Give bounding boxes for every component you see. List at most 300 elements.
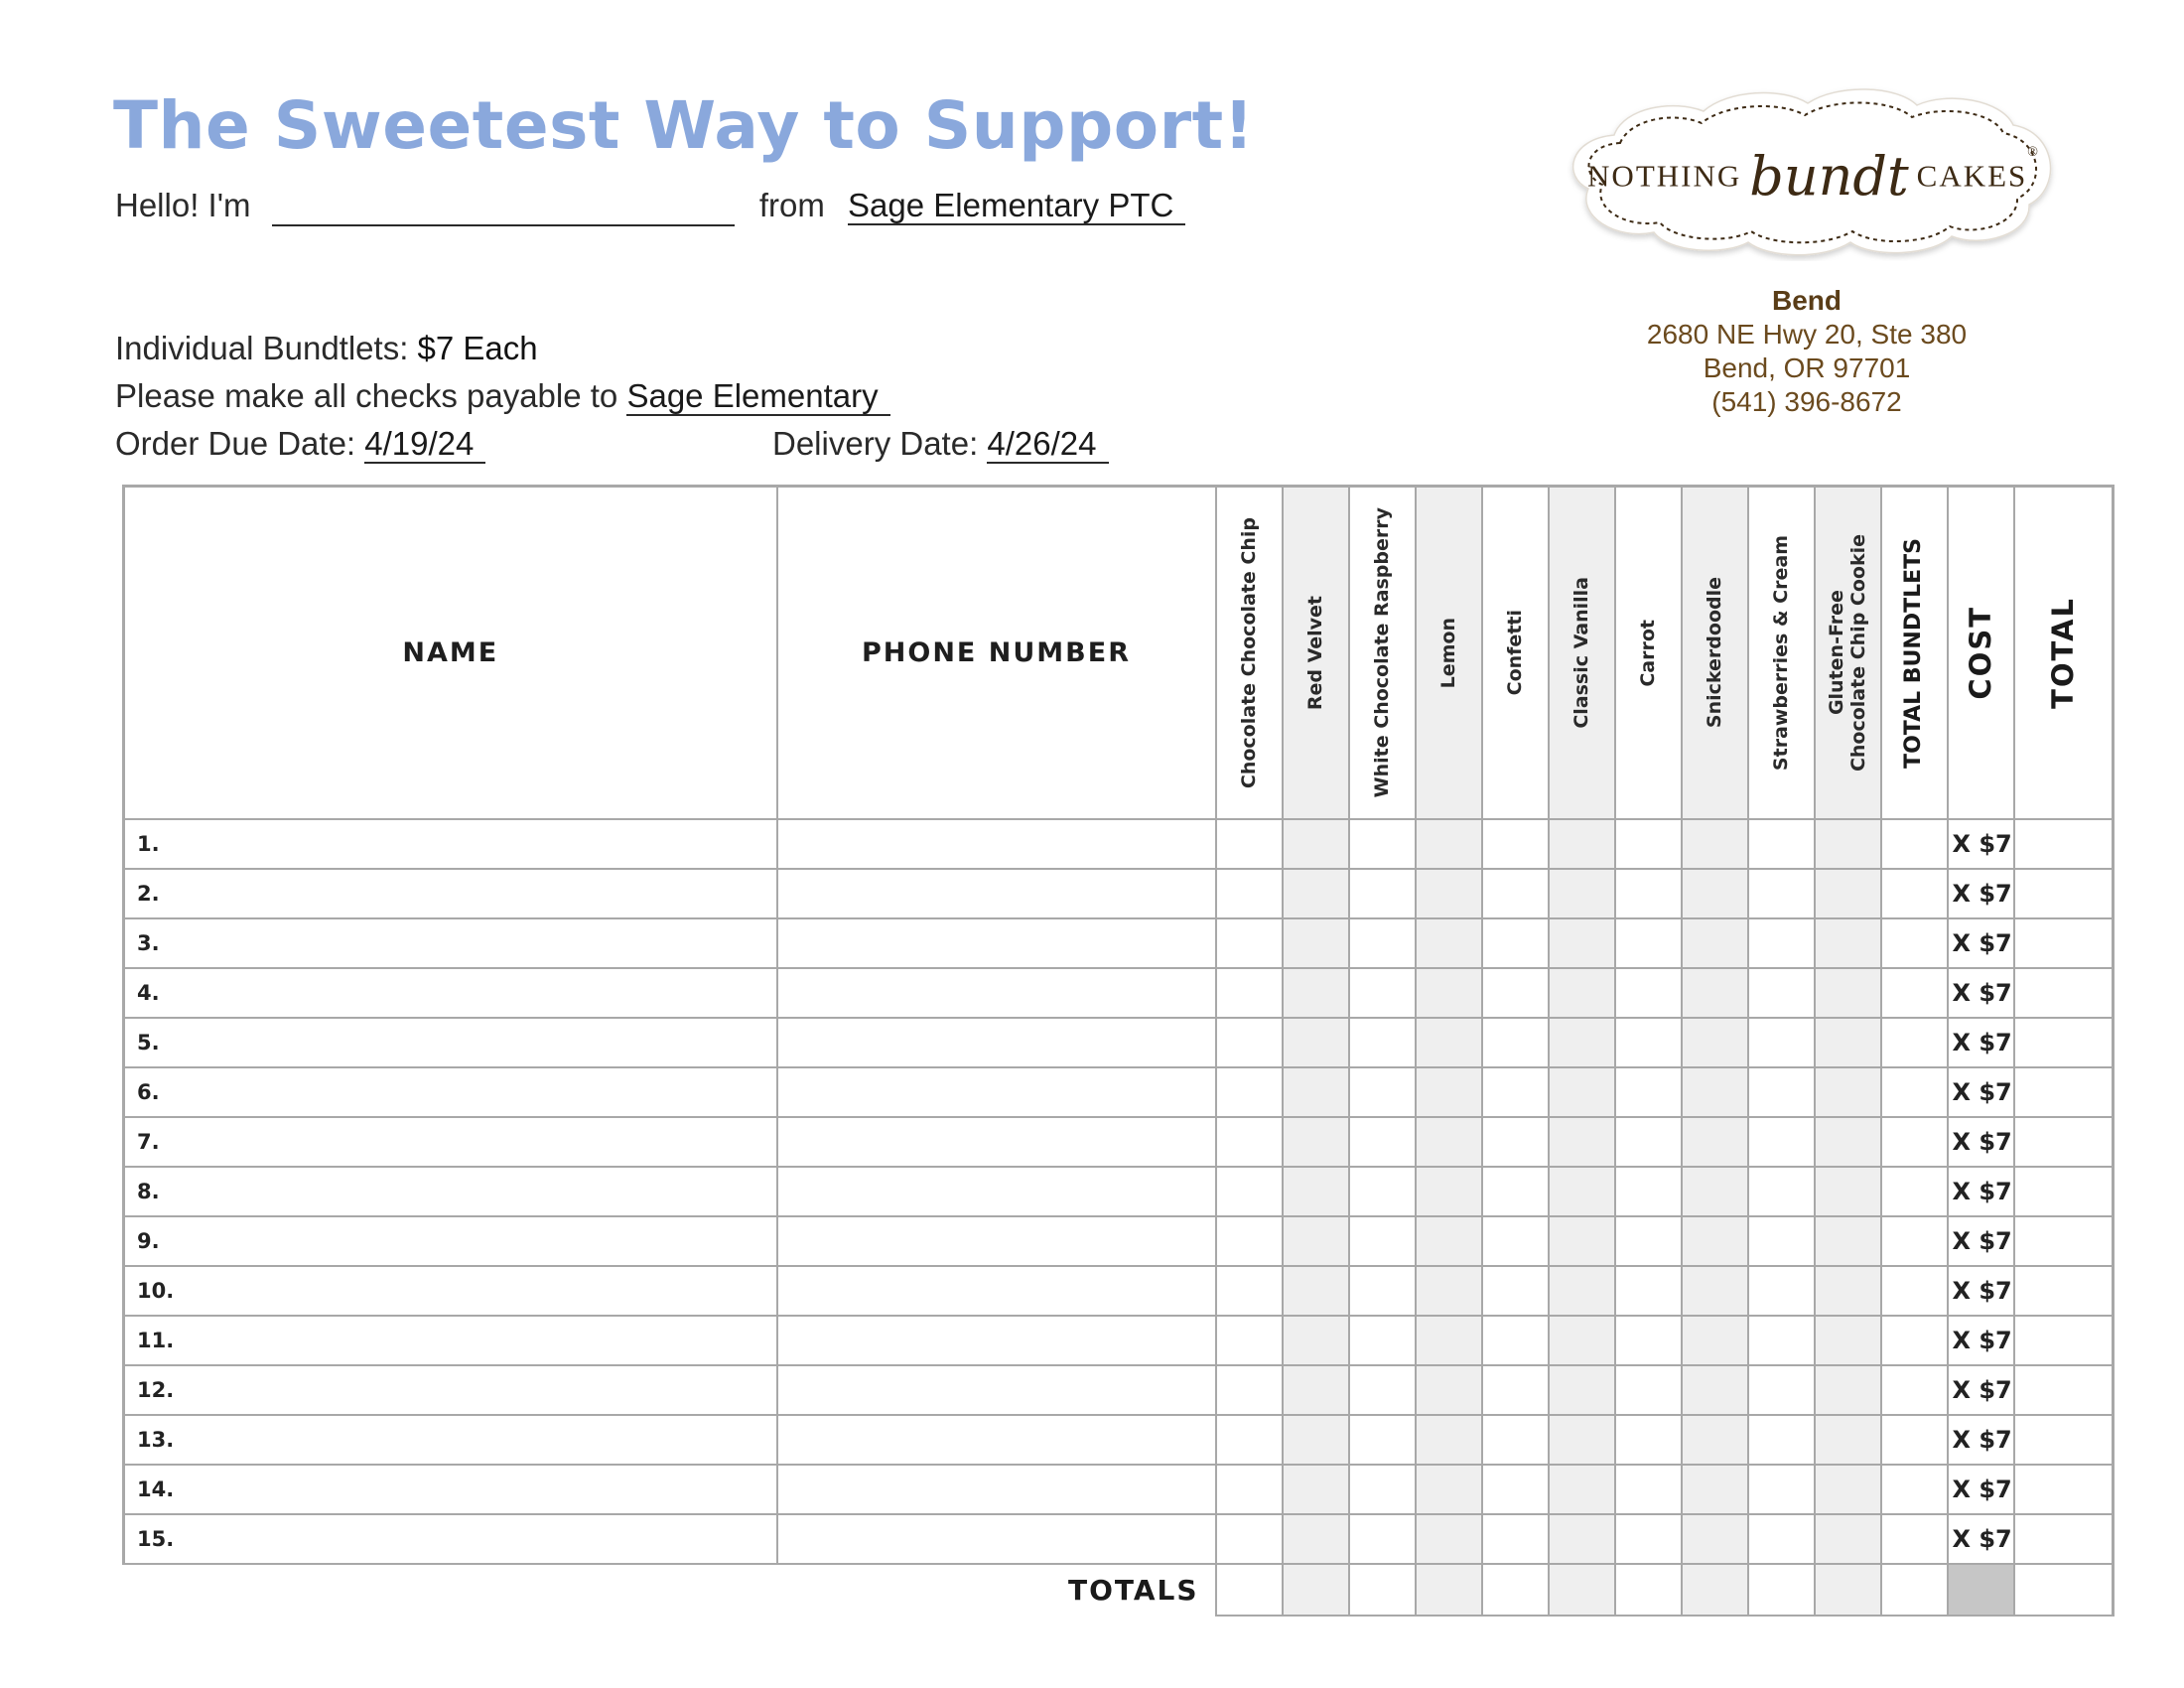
total-bundtlets-column-header-label: TOTAL BUNDTLETS (1901, 537, 1926, 769)
flavor-qty-cell[interactable] (1416, 1514, 1482, 1564)
cost-total-blocked-cell (1948, 1564, 2014, 1616)
flavor-name-line2: Chocolate Chip Cookie (1847, 533, 1869, 773)
flavor-qty-cell[interactable] (1549, 918, 1615, 968)
cost-cell: X $7 (1948, 1365, 2014, 1415)
name-cell[interactable] (124, 1216, 777, 1266)
flavor-qty-cell[interactable] (1482, 1018, 1549, 1067)
flavor-qty-cell[interactable] (1349, 1216, 1416, 1266)
flavor-column-header (1815, 487, 1881, 820)
flavor-header-label (1504, 610, 1526, 695)
total-bundtlets-cell[interactable] (1881, 918, 1948, 968)
flavor-qty-cell[interactable] (1416, 1266, 1482, 1316)
flavor-column-header (1482, 487, 1549, 820)
flavor-qty-cell[interactable] (1482, 869, 1549, 918)
flavor-qty-cell[interactable] (1283, 869, 1349, 918)
flavor-qty-cell[interactable] (1549, 1117, 1615, 1167)
flavor-qty-cell[interactable] (1482, 918, 1549, 968)
flavor-qty-cell[interactable] (1416, 1465, 1482, 1514)
row-number: 15. (137, 1527, 175, 1551)
flavor-name: Confetti (1504, 610, 1526, 696)
flavor-total-cell[interactable] (1615, 1564, 1682, 1616)
row-total-cell[interactable] (2014, 1266, 2114, 1316)
phone-cell[interactable] (777, 1018, 1216, 1067)
flavor-qty-cell[interactable] (1283, 1316, 1349, 1365)
due-date-value: 4/19/24 (364, 425, 485, 464)
row-number: 10. (137, 1279, 175, 1303)
total-bundtlets-cell[interactable] (1881, 1117, 1948, 1167)
flavor-header-label (1826, 534, 1869, 772)
flavor-qty-cell[interactable] (1549, 1266, 1615, 1316)
flavor-qty-cell[interactable] (1682, 1266, 1748, 1316)
total-bundtlets-cell[interactable] (1881, 1216, 1948, 1266)
flavor-qty-cell[interactable] (1416, 1365, 1482, 1415)
flavor-qty-cell[interactable] (1682, 869, 1748, 918)
flavor-total-cell[interactable] (1748, 1564, 1815, 1616)
name-cell[interactable] (124, 1117, 777, 1167)
flavor-qty-cell[interactable] (1482, 1514, 1549, 1564)
name-cell[interactable] (124, 1316, 777, 1365)
row-total-cell[interactable] (2014, 968, 2114, 1018)
cost-cell: X $7 (1948, 1266, 2014, 1316)
total-column-header (2014, 487, 2114, 820)
flavor-qty-cell[interactable] (1283, 1266, 1349, 1316)
flavor-qty-cell[interactable] (1815, 1316, 1881, 1365)
flavor-qty-cell[interactable] (1416, 1415, 1482, 1465)
cost-cell: X $7 (1948, 1167, 2014, 1216)
flavor-qty-cell[interactable] (1349, 918, 1416, 968)
total-bundtlets-cell[interactable] (1881, 1365, 1948, 1415)
flavor-qty-cell[interactable] (1416, 819, 1482, 869)
row-total-cell[interactable] (2014, 869, 2114, 918)
checks-line (115, 377, 890, 415)
logo-word-cakes: CAKES (1916, 158, 2028, 194)
flavor-qty-cell[interactable] (1216, 819, 1283, 869)
due-date-label: Order Due Date: (115, 425, 356, 462)
phone-cell[interactable] (777, 1266, 1216, 1316)
flavor-qty-cell[interactable] (1416, 918, 1482, 968)
flavor-qty-cell[interactable] (1748, 819, 1815, 869)
total-bundtlets-cell[interactable] (1881, 1415, 1948, 1465)
flavor-qty-cell[interactable] (1815, 968, 1881, 1018)
cost-cell: X $7 (1948, 819, 2014, 869)
name-cell[interactable] (124, 918, 777, 968)
flavor-qty-cell[interactable] (1283, 1514, 1349, 1564)
flavor-qty-cell[interactable] (1482, 1117, 1549, 1167)
flavor-qty-cell[interactable] (1416, 1216, 1482, 1266)
flavor-qty-cell[interactable] (1549, 968, 1615, 1018)
flavor-qty-cell[interactable] (1682, 918, 1748, 968)
flavor-qty-cell[interactable] (1216, 1067, 1283, 1117)
row-total-cell[interactable] (2014, 1514, 2114, 1564)
row-total-cell[interactable] (2014, 1216, 2114, 1266)
flavor-qty-cell[interactable] (1682, 968, 1748, 1018)
cost-cell: X $7 (1948, 869, 2014, 918)
delivery-date-line (772, 425, 1109, 463)
flavor-qty-cell[interactable] (1682, 1117, 1748, 1167)
flavor-qty-cell[interactable] (1748, 1514, 1815, 1564)
delivery-date-value: 4/26/24 (987, 425, 1108, 464)
flavor-qty-cell[interactable] (1549, 1018, 1615, 1067)
flavor-name: Red Velvet (1304, 595, 1326, 711)
cost-cell: X $7 (1948, 1316, 2014, 1365)
flavor-qty-cell[interactable] (1615, 1167, 1682, 1216)
flavor-name: Lemon (1437, 617, 1459, 689)
phone-cell[interactable] (777, 819, 1216, 869)
logo-word-bundt: bundt (1749, 145, 1909, 208)
flavor-header-label (1637, 620, 1659, 687)
flavor-qty-cell[interactable] (1216, 1316, 1283, 1365)
row-total-cell[interactable] (2014, 819, 2114, 869)
phone-cell[interactable] (777, 1465, 1216, 1514)
flavor-qty-cell[interactable] (1615, 819, 1682, 869)
name-cell[interactable] (124, 869, 777, 918)
row-total-cell[interactable] (2014, 1167, 2114, 1216)
row-number: 3. (137, 931, 160, 955)
total-bundtlets-cell[interactable] (1881, 869, 1948, 918)
flavor-name: Carrot (1637, 619, 1659, 687)
name-cell[interactable] (124, 1365, 777, 1415)
flavor-qty-cell[interactable] (1748, 1316, 1815, 1365)
flavor-qty-cell[interactable] (1349, 1415, 1416, 1465)
flavor-qty-cell[interactable] (1748, 1117, 1815, 1167)
name-cell[interactable] (124, 819, 777, 869)
name-cell[interactable] (124, 1018, 777, 1067)
flavor-qty-cell[interactable] (1549, 819, 1615, 869)
logo-wordmark (1555, 145, 2071, 208)
hello-label: Hello! I'm (115, 187, 251, 223)
row-number: 4. (137, 981, 160, 1005)
flavor-qty-cell[interactable] (1283, 1067, 1349, 1117)
row-total-cell[interactable] (2014, 1465, 2114, 1514)
flavor-column-header (1748, 487, 1815, 820)
total-bundtlets-cell[interactable] (1881, 968, 1948, 1018)
flavor-qty-cell[interactable] (1349, 1067, 1416, 1117)
flavor-total-cell[interactable] (1416, 1564, 1482, 1616)
flavor-header-label (1570, 577, 1592, 729)
flavor-qty-cell[interactable] (1349, 1465, 1416, 1514)
flavor-qty-cell[interactable] (1482, 1216, 1549, 1266)
flavor-qty-cell[interactable] (1482, 1465, 1549, 1514)
flavor-qty-cell[interactable] (1682, 1415, 1748, 1465)
flavor-qty-cell[interactable] (1815, 869, 1881, 918)
flavor-qty-cell[interactable] (1815, 819, 1881, 869)
flavor-qty-cell[interactable] (1349, 1316, 1416, 1365)
table-row (124, 1316, 2114, 1365)
flavor-name: Classic Vanilla (1570, 577, 1592, 729)
flavor-qty-cell[interactable] (1216, 968, 1283, 1018)
flavor-qty-cell[interactable] (1549, 1465, 1615, 1514)
flavor-qty-cell[interactable] (1682, 1018, 1748, 1067)
flavor-total-cell[interactable] (1549, 1564, 1615, 1616)
flavor-qty-cell[interactable] (1482, 1266, 1549, 1316)
flavor-qty-cell[interactable] (1682, 819, 1748, 869)
flavor-qty-cell[interactable] (1283, 1167, 1349, 1216)
total-bundtlets-cell[interactable] (1881, 1266, 1948, 1316)
flavor-qty-cell[interactable] (1815, 918, 1881, 968)
flavor-qty-cell[interactable] (1549, 1365, 1615, 1415)
row-total-cell[interactable] (2014, 1067, 2114, 1117)
flavor-qty-cell[interactable] (1549, 1415, 1615, 1465)
flavor-qty-cell[interactable] (1549, 1216, 1615, 1266)
table-row (124, 1365, 2114, 1415)
flavor-qty-cell[interactable] (1549, 1167, 1615, 1216)
flavor-qty-cell[interactable] (1216, 1465, 1283, 1514)
flavor-qty-cell[interactable] (1482, 819, 1549, 869)
cost-cell: X $7 (1948, 1117, 2014, 1167)
flavor-qty-cell[interactable] (1748, 1415, 1815, 1465)
flavor-qty-cell[interactable] (1815, 1216, 1881, 1266)
table-row (124, 1415, 2114, 1465)
flavor-qty-cell[interactable] (1682, 1216, 1748, 1266)
flavor-qty-cell[interactable] (1416, 1167, 1482, 1216)
flavor-qty-cell[interactable] (1216, 1514, 1283, 1564)
flavor-qty-cell[interactable] (1416, 1316, 1482, 1365)
flavor-total-cell[interactable] (1482, 1564, 1549, 1616)
flavor-qty-cell[interactable] (1682, 1365, 1748, 1415)
flavor-qty-cell[interactable] (1815, 1465, 1881, 1514)
flavor-total-cell[interactable] (1815, 1564, 1881, 1616)
phone-cell[interactable] (777, 1067, 1216, 1117)
flavor-qty-cell[interactable] (1549, 1514, 1615, 1564)
flavor-qty-cell[interactable] (1349, 1167, 1416, 1216)
row-number: 13. (137, 1428, 175, 1452)
table-row (124, 1216, 2114, 1266)
flavor-qty-cell[interactable] (1815, 1365, 1881, 1415)
totals-label: TOTALS (1067, 1574, 1199, 1607)
row-total-cell[interactable] (2014, 1415, 2114, 1465)
flavor-qty-cell[interactable] (1216, 1117, 1283, 1167)
flavor-qty-cell[interactable] (1416, 1067, 1482, 1117)
cost-cell: X $7 (1948, 968, 2014, 1018)
name-cell[interactable] (124, 1465, 777, 1514)
flavor-header-label (1704, 577, 1725, 728)
store-city: Bend (1772, 285, 1842, 316)
flavor-qty-cell[interactable] (1416, 1117, 1482, 1167)
flavor-total-cell[interactable] (1216, 1564, 1283, 1616)
row-total-cell[interactable] (2014, 918, 2114, 968)
flavor-qty-cell[interactable] (1748, 1167, 1815, 1216)
seller-name-field[interactable] (272, 187, 735, 226)
flavor-qty-cell[interactable] (1283, 1365, 1349, 1415)
flavor-qty-cell[interactable] (1482, 1067, 1549, 1117)
flavor-column-header (1549, 487, 1615, 820)
flavor-qty-cell[interactable] (1549, 869, 1615, 918)
flavor-qty-cell[interactable] (1216, 1216, 1283, 1266)
flavor-qty-cell[interactable] (1216, 1415, 1283, 1465)
flavor-qty-cell[interactable] (1349, 1018, 1416, 1067)
flavor-qty-cell[interactable] (1416, 869, 1482, 918)
flavor-qty-cell[interactable] (1349, 819, 1416, 869)
flavor-qty-cell[interactable] (1482, 1365, 1549, 1415)
flavor-qty-cell[interactable] (1283, 918, 1349, 968)
total-bundtlets-cell[interactable] (1881, 819, 1948, 869)
row-total-cell[interactable] (2014, 1117, 2114, 1167)
name-cell[interactable] (124, 1167, 777, 1216)
phone-cell[interactable] (777, 1216, 1216, 1266)
flavor-qty-cell[interactable] (1216, 1167, 1283, 1216)
total-bundtlets-cell[interactable] (1881, 1514, 1948, 1564)
flavor-qty-cell[interactable] (1748, 1216, 1815, 1266)
organization-name: Sage Elementary PTC (848, 187, 1185, 225)
flavor-column-header (1682, 487, 1748, 820)
flavor-qty-cell[interactable] (1815, 1514, 1881, 1564)
cost-column-header (1948, 487, 2014, 820)
hello-line (115, 187, 1185, 226)
flavor-qty-cell[interactable] (1682, 1167, 1748, 1216)
name-cell[interactable] (124, 1415, 777, 1465)
total-bundtlets-cell[interactable] (1881, 1018, 1948, 1067)
flavor-qty-cell[interactable] (1615, 1514, 1682, 1564)
total-bundtlets-cell[interactable] (1881, 1067, 1948, 1117)
flavor-qty-cell[interactable] (1283, 1018, 1349, 1067)
grand-total-cell[interactable] (2014, 1564, 2114, 1616)
table-row (124, 1167, 2114, 1216)
flavor-qty-cell[interactable] (1748, 1018, 1815, 1067)
name-cell[interactable] (124, 1067, 777, 1117)
phone-cell[interactable] (777, 869, 1216, 918)
flavor-qty-cell[interactable] (1349, 1514, 1416, 1564)
flavor-qty-cell[interactable] (1815, 1018, 1881, 1067)
flavor-qty-cell[interactable] (1349, 1266, 1416, 1316)
table-row (124, 819, 2114, 869)
flavor-name: Strawberries & Cream (1770, 534, 1792, 772)
flavor-qty-cell[interactable] (1815, 1415, 1881, 1465)
flavor-qty-cell[interactable] (1748, 1266, 1815, 1316)
store-street: 2680 NE Hwy 20, Ste 380 (1646, 319, 1968, 350)
store-city-state-zip: Bend, OR 97701 (1703, 352, 1911, 383)
total-bundtlets-cell[interactable] (1881, 1316, 1948, 1365)
flavor-qty-cell[interactable] (1615, 1216, 1682, 1266)
total-column-header-label: TOTAL (2046, 597, 2081, 709)
flavor-qty-cell[interactable] (1482, 1167, 1549, 1216)
flavor-qty-cell[interactable] (1748, 869, 1815, 918)
registered-mark: ® (2027, 145, 2038, 160)
name-column-header: NAME (124, 487, 777, 820)
checks-label: Please make all checks payable to (115, 377, 618, 414)
flavor-qty-cell[interactable] (1615, 1018, 1682, 1067)
row-total-cell[interactable] (2014, 1316, 2114, 1365)
flavor-qty-cell[interactable] (1349, 968, 1416, 1018)
flavor-qty-cell[interactable] (1748, 1465, 1815, 1514)
flavor-total-cell[interactable] (1283, 1564, 1349, 1616)
flavor-header-label (1437, 618, 1459, 688)
flavor-qty-cell[interactable] (1615, 1266, 1682, 1316)
flavor-qty-cell[interactable] (1216, 1365, 1283, 1415)
flavor-qty-cell[interactable] (1682, 1316, 1748, 1365)
flavor-qty-cell[interactable] (1748, 1365, 1815, 1415)
phone-cell[interactable] (777, 1514, 1216, 1564)
flavor-total-cell[interactable] (1349, 1564, 1416, 1616)
phone-cell[interactable] (777, 1415, 1216, 1465)
order-form-table (122, 485, 2115, 1617)
flavor-qty-cell[interactable] (1416, 1018, 1482, 1067)
grand-total-bundtlets-cell[interactable] (1881, 1564, 1948, 1616)
name-cell[interactable] (124, 968, 777, 1018)
flavor-qty-cell[interactable] (1283, 968, 1349, 1018)
totals-row (124, 1564, 2114, 1616)
flavor-qty-cell[interactable] (1283, 819, 1349, 869)
row-number: 2. (137, 882, 160, 906)
phone-cell[interactable] (777, 968, 1216, 1018)
flavor-qty-cell[interactable] (1482, 1415, 1549, 1465)
flavor-total-cell[interactable] (1682, 1564, 1748, 1616)
flavor-qty-cell[interactable] (1349, 1117, 1416, 1167)
flavor-qty-cell[interactable] (1615, 918, 1682, 968)
flavor-qty-cell[interactable] (1748, 918, 1815, 968)
flavor-qty-cell[interactable] (1283, 1216, 1349, 1266)
store-address (1588, 284, 2025, 419)
flavor-qty-cell[interactable] (1815, 1117, 1881, 1167)
name-cell[interactable] (124, 1514, 777, 1564)
flavor-qty-cell[interactable] (1349, 869, 1416, 918)
flavor-qty-cell[interactable] (1682, 1465, 1748, 1514)
flavor-qty-cell[interactable] (1615, 1365, 1682, 1415)
flavor-qty-cell[interactable] (1615, 1316, 1682, 1365)
flavor-qty-cell[interactable] (1615, 1117, 1682, 1167)
total-bundtlets-column-header (1881, 487, 1948, 820)
total-bundtlets-cell[interactable] (1881, 1167, 1948, 1216)
flavor-qty-cell[interactable] (1748, 1067, 1815, 1117)
flavor-qty-cell[interactable] (1482, 968, 1549, 1018)
flavor-qty-cell[interactable] (1748, 968, 1815, 1018)
table-row (124, 918, 2114, 968)
phone-cell[interactable] (777, 1365, 1216, 1415)
flavor-name: Gluten-Free (1826, 590, 1847, 716)
flavor-qty-cell[interactable] (1216, 1266, 1283, 1316)
table-row (124, 968, 2114, 1018)
phone-cell[interactable] (777, 918, 1216, 968)
table-row (124, 1067, 2114, 1117)
flavor-qty-cell[interactable] (1216, 918, 1283, 968)
flavor-qty-cell[interactable] (1482, 1316, 1549, 1365)
price-line (115, 330, 538, 367)
flavor-qty-cell[interactable] (1549, 1067, 1615, 1117)
flavor-qty-cell[interactable] (1682, 1514, 1748, 1564)
flavor-qty-cell[interactable] (1283, 1465, 1349, 1514)
flavor-qty-cell[interactable] (1549, 1316, 1615, 1365)
price-value: $7 Each (417, 330, 538, 366)
flavor-qty-cell[interactable] (1283, 1415, 1349, 1465)
flavor-qty-cell[interactable] (1615, 1067, 1682, 1117)
flavor-qty-cell[interactable] (1615, 1465, 1682, 1514)
phone-cell[interactable] (777, 1316, 1216, 1365)
flavor-qty-cell[interactable] (1615, 869, 1682, 918)
flavor-qty-cell[interactable] (1815, 1266, 1881, 1316)
flavor-qty-cell[interactable] (1615, 1415, 1682, 1465)
flavor-qty-cell[interactable] (1815, 1067, 1881, 1117)
row-total-cell[interactable] (2014, 1365, 2114, 1415)
flavor-qty-cell[interactable] (1216, 1018, 1283, 1067)
table-row (124, 1117, 2114, 1167)
flavor-qty-cell[interactable] (1216, 869, 1283, 918)
name-cell[interactable] (124, 1266, 777, 1316)
row-number: 12. (137, 1378, 175, 1402)
row-number: 11. (137, 1329, 175, 1352)
row-total-cell[interactable] (2014, 1018, 2114, 1067)
flavor-qty-cell[interactable] (1283, 1117, 1349, 1167)
table-row (124, 1465, 2114, 1514)
flavor-name: Snickerdoodle (1704, 577, 1725, 729)
phone-cell[interactable] (777, 1117, 1216, 1167)
phone-cell[interactable] (777, 1167, 1216, 1216)
total-bundtlets-cell[interactable] (1881, 1465, 1948, 1514)
flavor-qty-cell[interactable] (1349, 1365, 1416, 1415)
table-row (124, 869, 2114, 918)
flavor-qty-cell[interactable] (1615, 968, 1682, 1018)
flavor-qty-cell[interactable] (1815, 1167, 1881, 1216)
flavor-qty-cell[interactable] (1416, 968, 1482, 1018)
flavor-qty-cell[interactable] (1682, 1067, 1748, 1117)
